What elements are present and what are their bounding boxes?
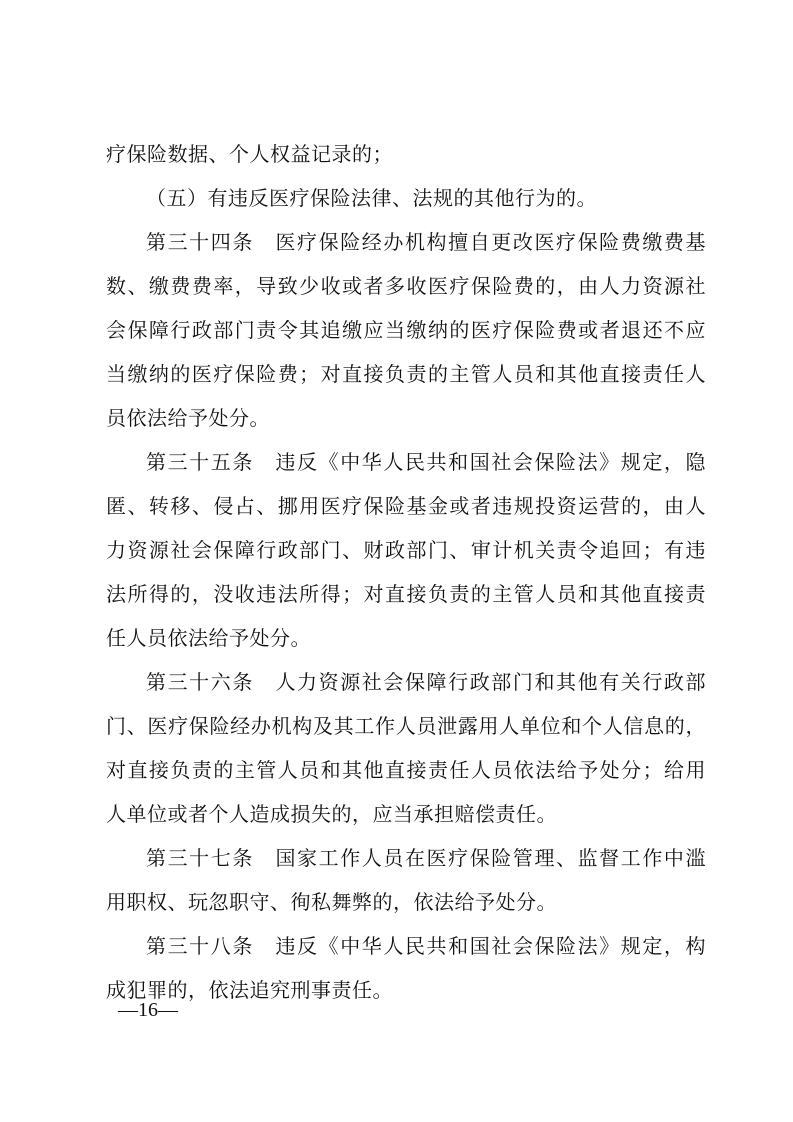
article-35-line: 力资源社会保障行政部门、财政部门、审计机关责令追回；有违 [106,538,706,562]
article-36-line: 门、医疗保险经办机构及其工作人员泄露用人单位和个人信息的， [106,714,706,738]
article-34-line: 会保障行政部门责令其追缴应当缴纳的医疗保险费或者退还不应 [106,318,706,342]
article-36-line: 对直接负责的主管人员和其他直接责任人员依法给予处分；给用 [106,758,706,782]
article-35-line: 法所得的，没收违法所得；对直接负责的主管人员和其他直接责 [106,582,706,606]
article-37-line: 第三十七条 国家工作人员在医疗保险管理、监督工作中滥 [146,846,706,870]
article-36-line: 人单位或者个人造成损失的，应当承担赔偿责任。 [106,802,557,826]
article-36-line: 第三十六条 人力资源社会保障行政部门和其他有关行政部 [146,670,706,694]
article-34-line: 员依法给予处分。 [106,406,270,430]
article-37-line: 用职权、玩忽职守、徇私舞弊的，依法给予处分。 [106,890,557,914]
article-34-line: 第三十四条 医疗保险经办机构擅自更改医疗保险费缴费基 [146,230,706,254]
page-number: —16— [118,999,178,1021]
text-line-continuation: 疗保险数据、个人权益记录的； [106,142,393,166]
text-line-item-5: （五）有违反医疗保险法律、法规的其他行为的。 [146,186,597,210]
article-34-line: 当缴纳的医疗保险费；对直接负责的主管人员和其他直接责任人 [106,362,706,386]
article-34-line: 数、缴费费率，导致少收或者多收医疗保险费的，由人力资源社 [106,274,706,298]
article-35-line: 第三十五条 违反《中华人民共和国社会保险法》规定，隐 [146,450,706,474]
article-35-line: 任人员依法给予处分。 [106,626,311,650]
article-38-line: 成犯罪的，依法追究刑事责任。 [106,978,393,1002]
article-35-line: 匿、转移、侵占、挪用医疗保险基金或者违规投资运营的，由人 [106,494,706,518]
article-38-line: 第三十八条 违反《中华人民共和国社会保险法》规定，构 [146,934,706,958]
